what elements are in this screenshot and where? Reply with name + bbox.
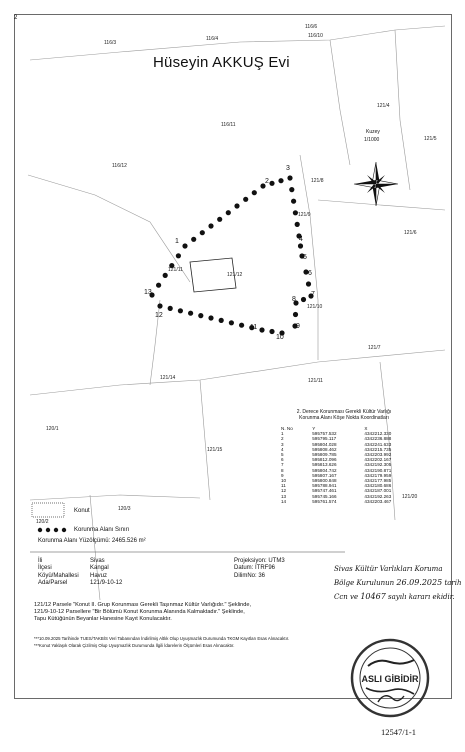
note-line: 121/12 Parsele "Konut II. Grup Korunması Gerekli Taşınmaz Kültür Varlığıdır." Şeklinde, (34, 602, 252, 608)
north-arrow-icon (354, 162, 398, 206)
x-coordinate-cell: 4342203.467 (364, 498, 392, 504)
boundary-dot (176, 253, 181, 258)
col-x-header: X (364, 426, 368, 431)
approval-prefix: Ccn ve (334, 593, 359, 601)
parcel-label: 121/11 (168, 267, 183, 273)
y-coordinate-cell: 595745.166 (312, 493, 337, 499)
boundary-dot (278, 178, 283, 183)
boundary-dot (208, 223, 213, 228)
point-label: 4 (299, 236, 303, 243)
x-coordinate-cell: 4342187.001 (364, 488, 392, 494)
north-label: Kuzey (366, 129, 380, 135)
y-coordinate-cell: 595808.462 (312, 446, 337, 452)
legend-konut: Konut (74, 508, 90, 514)
x-coordinate-cell: 4342203.992 (364, 452, 392, 458)
point-number-cell: 11 (281, 483, 286, 489)
col-no-header: N. No (281, 426, 293, 431)
note-line: Tapu Kütüğünün Beyanlar Hanesine Kayıt Konulacaktır. (34, 616, 172, 623)
boundary-dot (178, 308, 183, 313)
konut-legend-swatch (32, 503, 64, 517)
point-number-cell: 5 (281, 452, 284, 458)
boundary-dot (219, 318, 224, 323)
approval-line3 (334, 592, 455, 601)
coordinate-table-body (280, 431, 406, 504)
parcel-label: 116/12 (112, 163, 127, 169)
y-coordinate-cell: 595813.626 (312, 462, 337, 468)
boundary-dot (208, 315, 213, 320)
approval-date-suffix: tarih (444, 579, 462, 587)
boundary-dot (163, 273, 168, 278)
boundary-dot (252, 190, 257, 195)
boundary-dot (239, 323, 244, 328)
point-label: 11 (250, 324, 258, 331)
x-coordinate-cell: 4342215.735 (364, 446, 392, 452)
note-line: 121/9-10-12 Parsellere "Bir Bölümü Konut Korunma Alanında Kalmaktadır." Şeklinde, (34, 609, 245, 616)
table-caption-line1: 2. Derece Korunması Gerekli Kültür Varlığı (296, 409, 392, 415)
point-label: 3 (286, 165, 290, 172)
approval-suffix: sayılı kararı ekidir. (388, 593, 455, 601)
approval-line1: Sivas Kültür Varlıkları Koruma (334, 565, 443, 573)
parcel-label: 116/10 (308, 33, 323, 39)
parcel-label: 121/6 (404, 230, 417, 236)
parcel-label: 121/7 (368, 345, 381, 351)
il-value: Sivas (90, 558, 105, 564)
point-label: 1 (175, 238, 179, 245)
x-coordinate-cell: 4342236.888 (364, 436, 392, 442)
dilim-no: DilimNo: 36 (234, 572, 266, 579)
parcel-lines (28, 26, 445, 600)
parcel-line (28, 175, 190, 282)
parcel-label: 121/20 (402, 494, 418, 500)
point-label: 6 (308, 270, 312, 277)
boundary-vertex (157, 303, 162, 308)
point-label: 5 (303, 254, 307, 261)
boundary-dot (301, 297, 306, 302)
boundary-vertex (287, 175, 292, 180)
y-coordinate-cell: 595788.941 (312, 483, 337, 489)
parcel-label: 121/10 (307, 304, 323, 310)
point-label: 8 (292, 296, 296, 303)
parcel-label: 121/4 (377, 103, 390, 109)
y-coordinate-cell: 595804.742 (312, 467, 337, 473)
parcel-line (30, 495, 200, 500)
table-row (280, 499, 406, 504)
page-marker: 2 (14, 15, 18, 21)
y-coordinate-cell: 595795.117 (312, 436, 337, 442)
boundary-vertex (259, 327, 264, 332)
boundary-dot (229, 320, 234, 325)
x-coordinate-cell: 4342180.686 (364, 483, 392, 489)
boundary-dot (243, 197, 248, 202)
location-info (38, 558, 122, 588)
parcel-line (330, 40, 350, 165)
y-coordinate-cell: 595809.785 (312, 452, 337, 458)
boundary-dot (191, 237, 196, 242)
point-number-cell: 4 (281, 446, 284, 452)
boundary-dot (269, 329, 274, 334)
boundary-dot (289, 187, 294, 192)
scale-label: 1/1000 (364, 137, 380, 143)
point-label: 2 (265, 178, 269, 185)
parcel-label: 116/4 (206, 36, 219, 42)
y-coordinate-cell: 595812.096 (312, 457, 337, 463)
boundary-dot (295, 222, 300, 227)
point-label: 7 (311, 291, 315, 298)
parcel-line (318, 200, 445, 210)
parcel-label: 120/3 (118, 506, 131, 512)
point-number-cell: 8 (281, 467, 284, 473)
boundary-dot (293, 312, 298, 317)
footnote-line: ***Konut Yaklaşık Olarak Çizilmiş Olup Uyuşmazlık Durumunda İlgili İdarelerin Ölçümleri Esas Alınacaktır. (34, 643, 235, 648)
boundary-dot (198, 313, 203, 318)
y-coordinate-cell: 595761.574 (312, 498, 337, 504)
point-number-cell: 14 (281, 498, 287, 504)
point-number-cell: 1 (281, 431, 284, 437)
point-number-cell: 13 (281, 493, 287, 499)
point-number-cell: 6 (281, 457, 284, 463)
ada-label: Ada/Parsel (38, 580, 68, 587)
ada-value: 121/9-10-12 (90, 580, 123, 587)
footnote-line: ***10.09.2025 Tarihinde TUES/TAKBİS Veri Tabanından İndirilmiş Altlık Olup Uyuşmazlık Durumunda TKGM Kayıtları Esas Alınacaktır. (34, 636, 290, 641)
page-number: 12547/1-1 (381, 727, 416, 737)
y-coordinate-cell: 595807.167 (312, 472, 337, 478)
koy-label: Köyü/Mahallesi (38, 572, 79, 579)
parcel-label: 116/3 (104, 40, 117, 46)
ilce-value: Kangal (90, 565, 109, 572)
boundary-dot (306, 281, 311, 286)
parcel-label: 120/2 (36, 519, 49, 525)
datum: Datum: ITRF96 (234, 565, 276, 572)
coordinate-table (280, 426, 406, 504)
point-number-cell: 12 (281, 488, 287, 494)
parcel-label: 121/8 (311, 178, 324, 184)
koy-value: Havuz (90, 572, 108, 579)
col-y-header: Y (312, 426, 316, 431)
boundary-dot (156, 283, 161, 288)
x-coordinate-cell: 4342202.167 (364, 457, 392, 463)
boundary-dot (226, 210, 231, 215)
approval-board-label: Bölge Kurulunun (334, 579, 395, 587)
parcel-label: 121/5 (424, 136, 437, 142)
boundary-dot (269, 181, 274, 186)
point-number-cell: 9 (281, 472, 284, 478)
stamp-text: ASLI GİBİDİR (361, 674, 419, 684)
protection-boundary (149, 175, 313, 335)
boundary-dot (217, 217, 222, 222)
boundary-dot (291, 199, 296, 204)
x-coordinate-cell: 4342177.985 (364, 478, 392, 484)
il-label: İli (38, 558, 43, 564)
parcel-label: 121/9 (298, 212, 311, 218)
x-coordinate-cell: 4342179.959 (364, 472, 392, 478)
korunma-legend-swatch (38, 528, 66, 532)
official-stamp (348, 636, 432, 720)
table-caption (288, 409, 400, 421)
parcel-label: 116/6 (305, 24, 318, 30)
point-label: 13 (144, 289, 152, 296)
parcel-label: 121/15 (207, 447, 223, 453)
point-label: 9 (296, 323, 300, 330)
approval-date: 26.09.2025 (396, 578, 443, 587)
parcel-label: 120/1 (46, 426, 59, 432)
approval-number: 10467 (360, 592, 386, 601)
parcel-line (395, 30, 410, 190)
y-coordinate-cell: 595757.532 (312, 431, 337, 437)
point-number-cell: 3 (281, 441, 284, 447)
ilce-label: İlçesi (38, 565, 52, 572)
x-coordinate-cell: 4342241.633 (364, 441, 392, 447)
parcel-label: 121/11 (308, 378, 323, 384)
y-coordinate-cell: 595747.461 (312, 488, 337, 494)
point-label: 12 (155, 312, 163, 319)
x-coordinate-cell: 4342192.263 (364, 493, 392, 499)
approval-line2 (334, 578, 462, 587)
parcel-label: 116/11 (221, 122, 236, 128)
y-coordinate-cell: 595800.848 (312, 478, 337, 484)
parcel-line (200, 380, 210, 500)
boundary-vertex (182, 243, 187, 248)
point-number-cell: 2 (281, 436, 284, 442)
x-coordinate-cell: 4342212.330 (364, 431, 392, 437)
parcel-label: 121/12 (227, 272, 243, 278)
point-number-cell: 10 (281, 478, 287, 484)
x-coordinate-cell: 4342192.305 (364, 462, 392, 468)
boundary-dot (188, 311, 193, 316)
y-coordinate-cell: 595804.028 (312, 441, 337, 447)
map-title: Hüseyin AKKUŞ Evi (153, 54, 290, 71)
parcel-label: 121/14 (160, 375, 176, 381)
boundary-dot (234, 203, 239, 208)
point-label: 10 (276, 334, 284, 341)
legend-area: Korunma Alanı Yüzölçümü: 2465.526 m² (38, 538, 146, 544)
point-number-cell: 7 (281, 462, 284, 468)
boundary-dot (168, 306, 173, 311)
footnotes-block (34, 635, 289, 649)
boundary-dot (298, 243, 303, 248)
x-coordinate-cell: 4342190.871 (364, 467, 392, 473)
projection: Projeksiyon: UTM3 (234, 558, 285, 564)
projection-info (234, 558, 285, 580)
table-caption-line2: Korunma Alanı Köşe Nokta Koordinatları (299, 415, 389, 421)
notes-block (34, 602, 251, 624)
legend-korunma-siniri: Korunma Alanı Sınırı (74, 527, 130, 533)
boundary-dot (200, 230, 205, 235)
